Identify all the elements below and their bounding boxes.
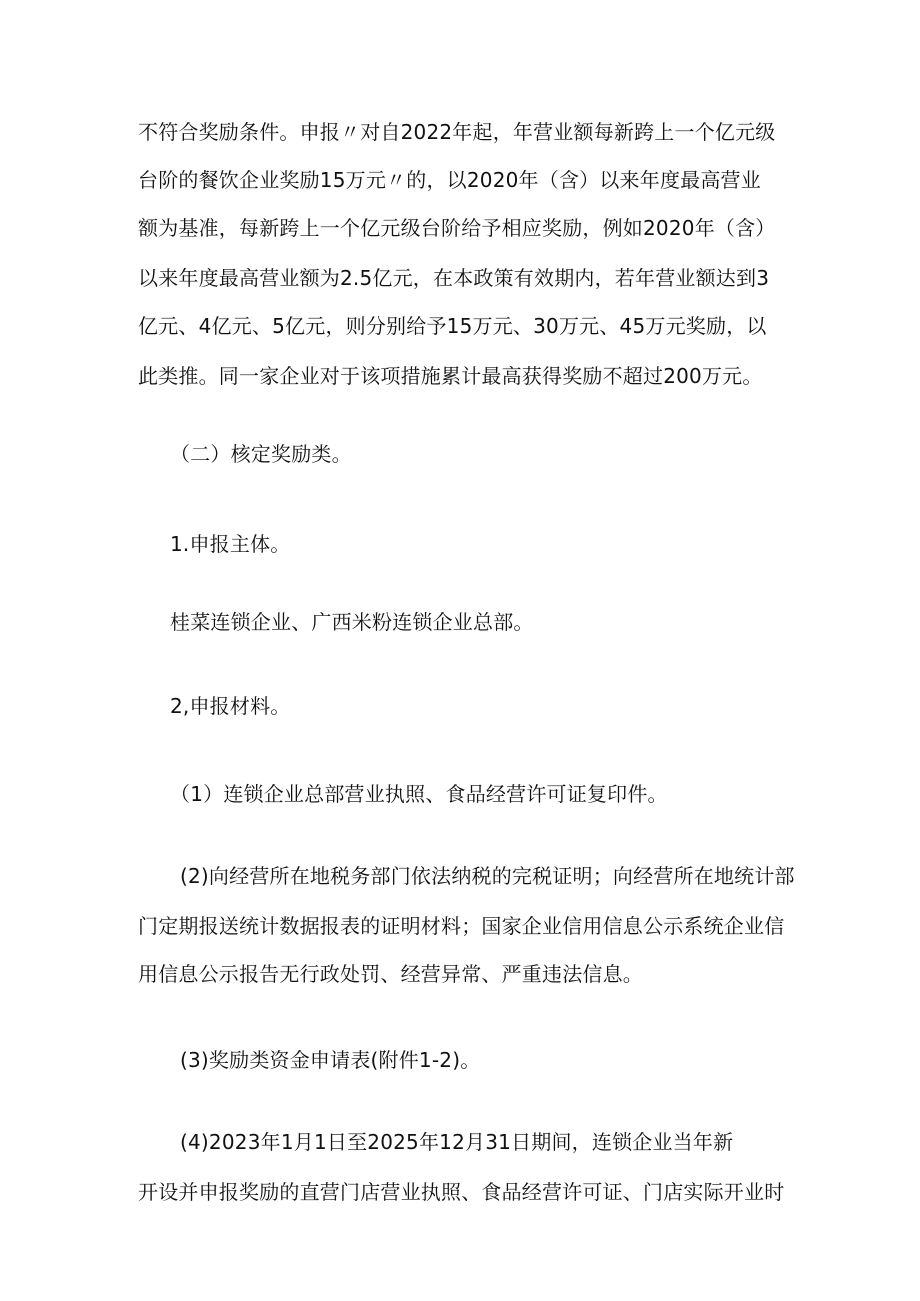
paragraph-line: 不符合奖励条件。申报〃对自2022年起，年营业额每新跨上一个亿元级 [138,120,776,144]
material-item: (3)奖励类资金申请表(附件1-2)。 [180,1048,481,1072]
paragraph-line: 亿元、4亿元、5亿元，则分别给予15万元、30万元、45万元奖励，以 [138,314,767,338]
material-item: (2)向经营所在地税务部门依法纳税的完税证明；向经营所在地统计部 [180,864,795,888]
paragraph-line: 额为基准，每新跨上一个亿元级台阶给予相应奖励，例如2020年（含） [138,216,776,240]
material-item: (4)2023年1月1日至2025年12月31日期间，连锁企业当年新 [180,1130,734,1154]
item-title: 2,申报材料。 [170,694,291,718]
paragraph-line: 台阶的餐饮企业奖励15万元〃的，以2020年（含）以来年度最高营业 [138,168,761,192]
material-item-line: 门定期报送统计数据报表的证明材料；国家企业信用信息公示系统企业信 [138,914,785,938]
material-item: （1）连锁企业总部营业执照、食品经营许可证复印件。 [170,782,668,806]
material-item-line: 开设并申报奖励的直营门店营业执照、食品经营许可证、门店实际开业时 [138,1180,785,1204]
item-title: 1.申报主体。 [170,532,291,556]
material-item-line: 用信息公示报告无行政处罚、经营异常、严重违法信息。 [138,962,643,986]
section-heading: （二）核定奖励类。 [170,442,352,466]
item-body: 桂菜连锁企业、广西米粉连锁企业总部。 [170,610,534,634]
paragraph-line: 以来年度最高营业额为2.5亿元，在本政策有效期内，若年营业额达到3 [138,266,770,290]
paragraph-line: 此类推。同一家企业对于该项措施累计最高获得奖励不超过200万元。 [138,364,763,388]
